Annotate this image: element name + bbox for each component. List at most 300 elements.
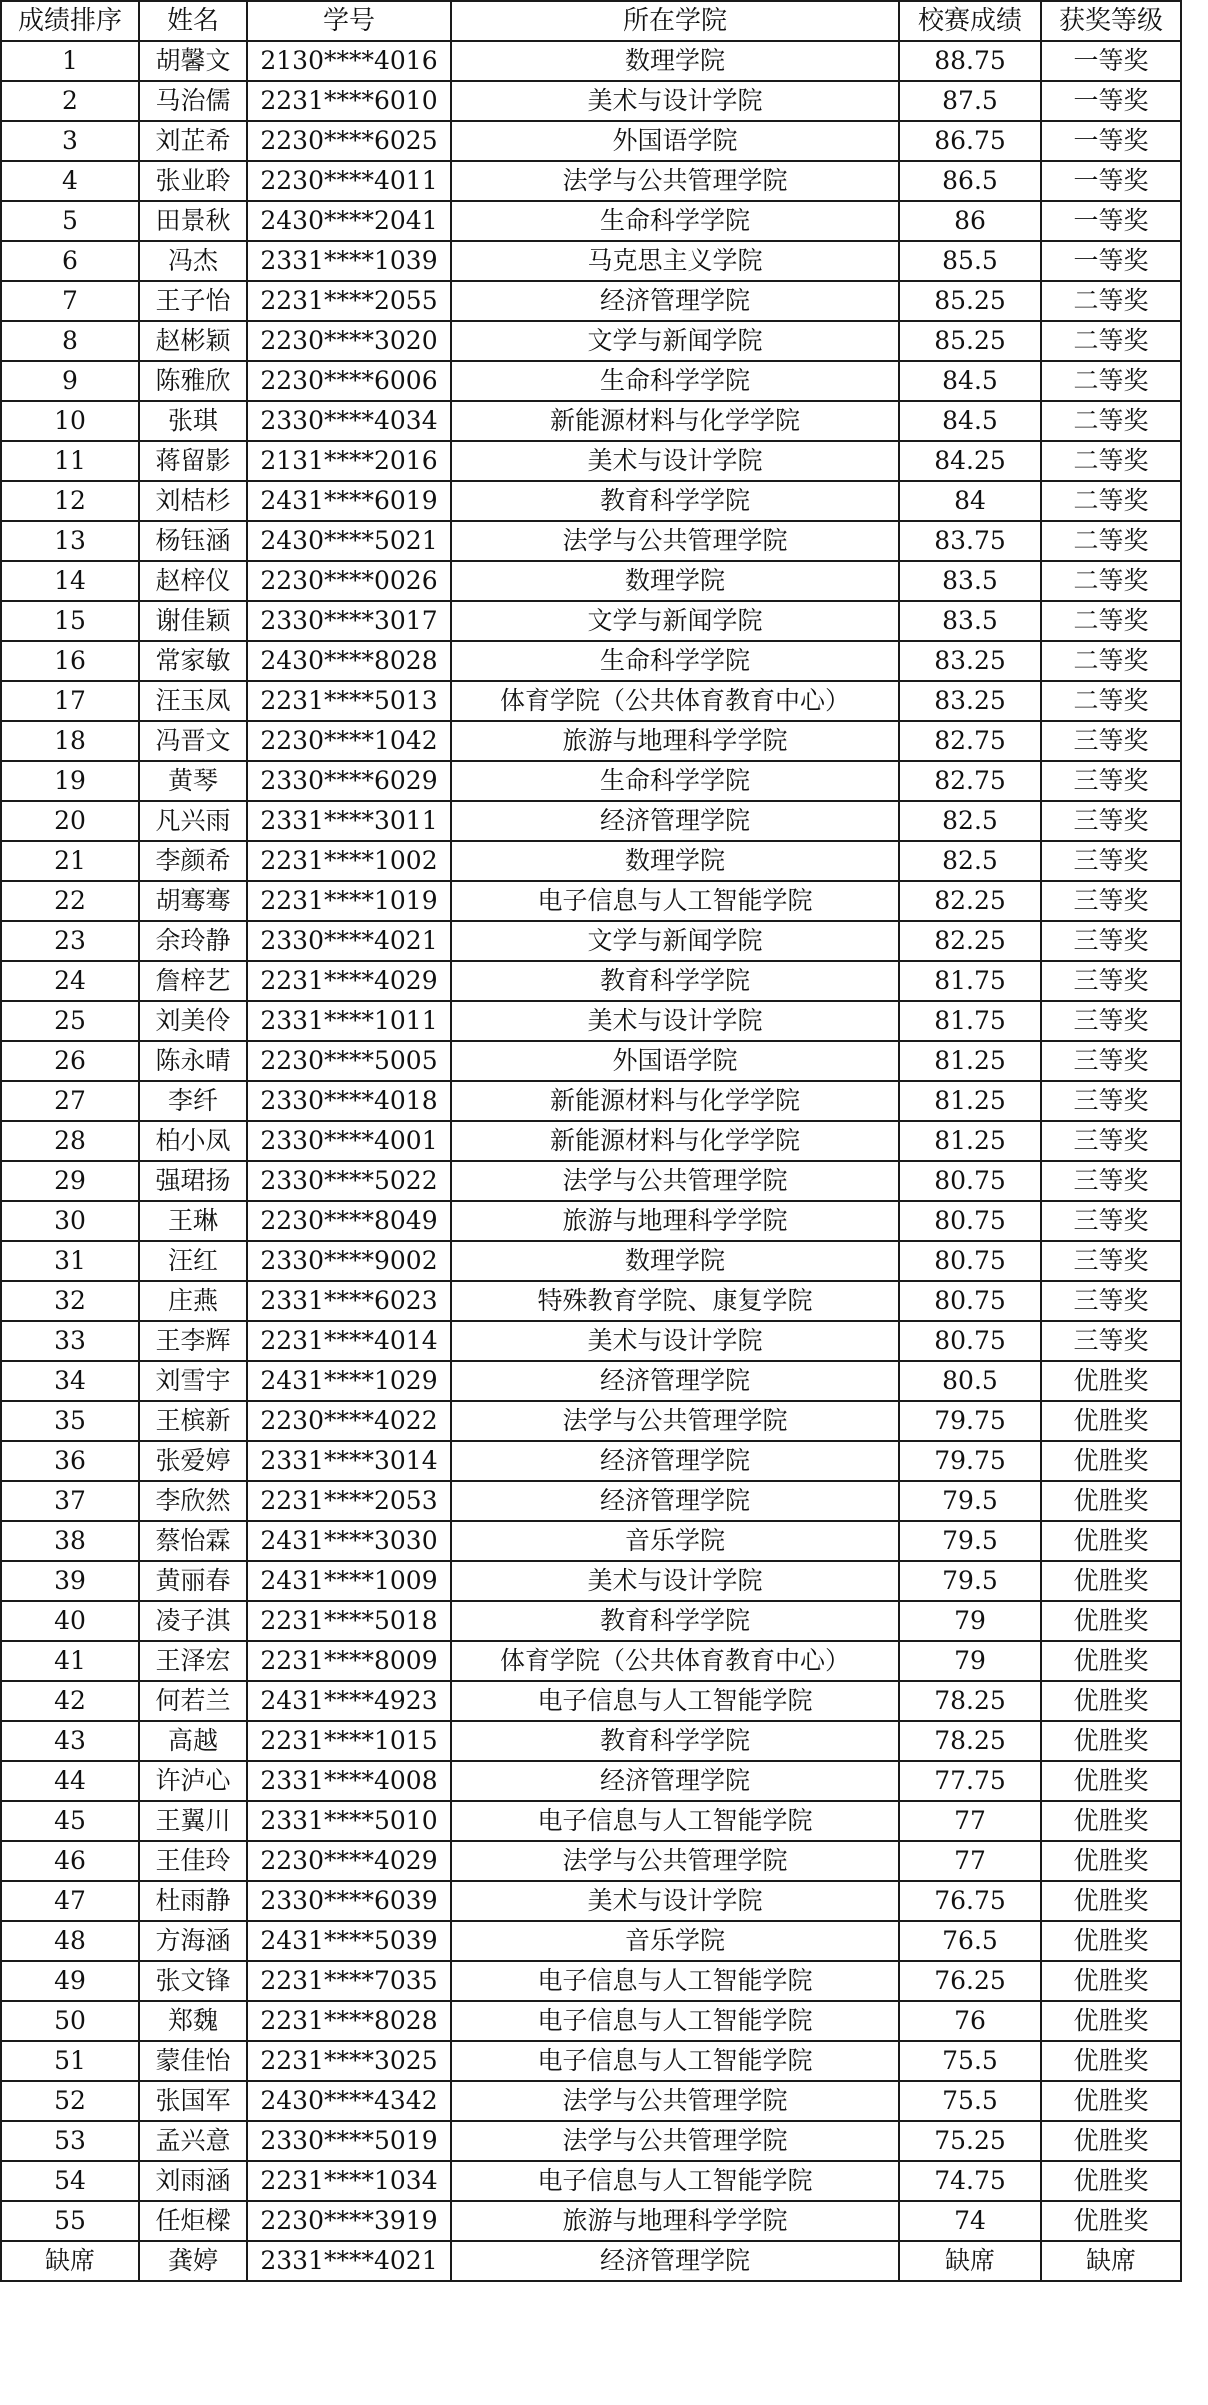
cell-award: 优胜奖 (1041, 1801, 1181, 1841)
cell-name: 龚婷 (139, 2241, 247, 2281)
cell-name: 胡骞骞 (139, 881, 247, 921)
cell-score: 79.5 (899, 1481, 1041, 1521)
cell-student-id: 2330****3017 (247, 601, 451, 641)
cell-student-id: 2231****8009 (247, 1641, 451, 1681)
cell-rank: 3 (1, 121, 139, 161)
cell-student-id: 2331****4008 (247, 1761, 451, 1801)
cell-award: 优胜奖 (1041, 2001, 1181, 2041)
cell-rank: 47 (1, 1881, 139, 1921)
cell-name: 杨钰涵 (139, 521, 247, 561)
cell-award: 三等奖 (1041, 1121, 1181, 1161)
table-row (1, 2161, 1181, 2201)
cell-rank: 33 (1, 1321, 139, 1361)
cell-student-id: 2230****8049 (247, 1201, 451, 1241)
cell-name: 胡馨文 (139, 41, 247, 81)
cell-rank: 18 (1, 721, 139, 761)
cell-name: 黄琴 (139, 761, 247, 801)
cell-award: 优胜奖 (1041, 2161, 1181, 2201)
cell-score: 84.5 (899, 361, 1041, 401)
cell-score: 83.25 (899, 641, 1041, 681)
cell-student-id: 2431****5039 (247, 1921, 451, 1961)
table-row (1, 121, 1181, 161)
table-row (1, 281, 1181, 321)
cell-score: 80.75 (899, 1161, 1041, 1201)
cell-score: 81.75 (899, 961, 1041, 1001)
cell-student-id: 2331****5010 (247, 1801, 451, 1841)
table-row (1, 41, 1181, 81)
cell-name: 张爱婷 (139, 1441, 247, 1481)
cell-rank: 52 (1, 2081, 139, 2121)
table-row (1, 841, 1181, 881)
cell-student-id: 2330****6029 (247, 761, 451, 801)
cell-college: 美术与设计学院 (451, 1321, 899, 1361)
table-row (1, 1601, 1181, 1641)
cell-score: 79.5 (899, 1521, 1041, 1561)
cell-rank: 36 (1, 1441, 139, 1481)
table-row (1, 641, 1181, 681)
cell-award: 二等奖 (1041, 601, 1181, 641)
cell-college: 经济管理学院 (451, 1481, 899, 1521)
cell-rank: 28 (1, 1121, 139, 1161)
cell-award: 优胜奖 (1041, 1841, 1181, 1881)
cell-student-id: 2230****4029 (247, 1841, 451, 1881)
cell-name: 张琪 (139, 401, 247, 441)
cell-score: 83.25 (899, 681, 1041, 721)
cell-college: 经济管理学院 (451, 1361, 899, 1401)
cell-college: 数理学院 (451, 561, 899, 601)
cell-student-id: 2231****4014 (247, 1321, 451, 1361)
cell-student-id: 2230****3020 (247, 321, 451, 361)
cell-name: 王琳 (139, 1201, 247, 1241)
cell-student-id: 2331****1039 (247, 241, 451, 281)
cell-college: 电子信息与人工智能学院 (451, 881, 899, 921)
cell-student-id: 2431****1009 (247, 1561, 451, 1601)
cell-student-id: 2230****5005 (247, 1041, 451, 1081)
cell-rank: 38 (1, 1521, 139, 1561)
cell-student-id: 2230****4022 (247, 1401, 451, 1441)
cell-rank: 8 (1, 321, 139, 361)
cell-rank: 45 (1, 1801, 139, 1841)
cell-score: 76.5 (899, 1921, 1041, 1961)
cell-award: 三等奖 (1041, 801, 1181, 841)
cell-name: 李纤 (139, 1081, 247, 1121)
cell-score: 74 (899, 2201, 1041, 2241)
cell-student-id: 2231****8028 (247, 2001, 451, 2041)
cell-score: 77.75 (899, 1761, 1041, 1801)
cell-college: 电子信息与人工智能学院 (451, 1801, 899, 1841)
cell-award: 三等奖 (1041, 1001, 1181, 1041)
table-row (1, 1441, 1181, 1481)
cell-student-id: 2231****5018 (247, 1601, 451, 1641)
cell-rank: 23 (1, 921, 139, 961)
cell-college: 美术与设计学院 (451, 81, 899, 121)
cell-name: 冯杰 (139, 241, 247, 281)
cell-student-id: 2431****1029 (247, 1361, 451, 1401)
cell-award: 一等奖 (1041, 241, 1181, 281)
cell-name: 蒋留影 (139, 441, 247, 481)
cell-college: 法学与公共管理学院 (451, 161, 899, 201)
cell-college: 数理学院 (451, 841, 899, 881)
table-row (1, 361, 1181, 401)
cell-award: 二等奖 (1041, 561, 1181, 601)
cell-student-id: 2231****1019 (247, 881, 451, 921)
cell-name: 王佳玲 (139, 1841, 247, 1881)
header-award: 获奖等级 (1041, 1, 1181, 41)
table-row (1, 681, 1181, 721)
cell-rank: 25 (1, 1001, 139, 1041)
cell-score: 84.5 (899, 401, 1041, 441)
cell-college: 新能源材料与化学学院 (451, 1081, 899, 1121)
cell-score: 80.75 (899, 1281, 1041, 1321)
cell-name: 柏小凤 (139, 1121, 247, 1161)
cell-name: 赵彬颖 (139, 321, 247, 361)
cell-score: 83.5 (899, 561, 1041, 601)
cell-student-id: 2231****1015 (247, 1721, 451, 1761)
cell-rank: 55 (1, 2201, 139, 2241)
cell-rank: 49 (1, 1961, 139, 2001)
table-row (1, 1081, 1181, 1121)
cell-student-id: 2231****1034 (247, 2161, 451, 2201)
cell-name: 谢佳颖 (139, 601, 247, 641)
results-body (1, 41, 1181, 2281)
table-row (1, 801, 1181, 841)
cell-rank: 26 (1, 1041, 139, 1081)
cell-score: 78.25 (899, 1721, 1041, 1761)
cell-award: 优胜奖 (1041, 2121, 1181, 2161)
cell-rank: 51 (1, 2041, 139, 2081)
cell-rank: 48 (1, 1921, 139, 1961)
cell-rank: 50 (1, 2001, 139, 2041)
cell-student-id: 2430****2041 (247, 201, 451, 241)
table-row (1, 881, 1181, 921)
cell-name: 刘桔杉 (139, 481, 247, 521)
cell-college: 法学与公共管理学院 (451, 1841, 899, 1881)
table-row (1, 1521, 1181, 1561)
cell-college: 文学与新闻学院 (451, 601, 899, 641)
cell-name: 张业聆 (139, 161, 247, 201)
cell-score: 76 (899, 2001, 1041, 2041)
cell-rank: 16 (1, 641, 139, 681)
cell-rank: 2 (1, 81, 139, 121)
cell-award: 优胜奖 (1041, 1921, 1181, 1961)
cell-rank: 30 (1, 1201, 139, 1241)
cell-student-id: 2330****5019 (247, 2121, 451, 2161)
cell-award: 三等奖 (1041, 721, 1181, 761)
cell-college: 电子信息与人工智能学院 (451, 1681, 899, 1721)
cell-rank: 5 (1, 201, 139, 241)
cell-student-id: 2230****4011 (247, 161, 451, 201)
cell-name: 庄燕 (139, 1281, 247, 1321)
cell-student-id: 2231****5013 (247, 681, 451, 721)
cell-college: 文学与新闻学院 (451, 321, 899, 361)
cell-college: 文学与新闻学院 (451, 921, 899, 961)
cell-name: 田景秋 (139, 201, 247, 241)
cell-name: 高越 (139, 1721, 247, 1761)
table-row (1, 441, 1181, 481)
cell-score: 80.5 (899, 1361, 1041, 1401)
cell-name: 何若兰 (139, 1681, 247, 1721)
cell-award: 三等奖 (1041, 881, 1181, 921)
header-score: 校赛成绩 (899, 1, 1041, 41)
cell-college: 音乐学院 (451, 1921, 899, 1961)
table-row (1, 2041, 1181, 2081)
cell-college: 美术与设计学院 (451, 441, 899, 481)
cell-name: 黄丽春 (139, 1561, 247, 1601)
cell-college: 法学与公共管理学院 (451, 1401, 899, 1441)
cell-rank: 14 (1, 561, 139, 601)
table-header-row (1, 1, 1181, 41)
cell-name: 余玲静 (139, 921, 247, 961)
cell-college: 音乐学院 (451, 1521, 899, 1561)
cell-award: 二等奖 (1041, 361, 1181, 401)
cell-award: 二等奖 (1041, 521, 1181, 561)
cell-rank: 缺席 (1, 2241, 139, 2281)
cell-name: 许泸心 (139, 1761, 247, 1801)
cell-score: 82.75 (899, 761, 1041, 801)
cell-score: 77 (899, 1841, 1041, 1881)
cell-rank: 46 (1, 1841, 139, 1881)
cell-college: 教育科学学院 (451, 1601, 899, 1641)
cell-score: 81.25 (899, 1081, 1041, 1121)
table-row (1, 2001, 1181, 2041)
cell-score: 74.75 (899, 2161, 1041, 2201)
cell-student-id: 2331****6023 (247, 1281, 451, 1321)
cell-college: 旅游与地理科学学院 (451, 721, 899, 761)
cell-student-id: 2230****3919 (247, 2201, 451, 2241)
cell-score: 85.25 (899, 281, 1041, 321)
table-row (1, 241, 1181, 281)
cell-rank: 4 (1, 161, 139, 201)
cell-name: 蒙佳怡 (139, 2041, 247, 2081)
cell-rank: 12 (1, 481, 139, 521)
cell-college: 美术与设计学院 (451, 1561, 899, 1601)
cell-rank: 19 (1, 761, 139, 801)
cell-award: 优胜奖 (1041, 1561, 1181, 1601)
cell-name: 王子怡 (139, 281, 247, 321)
cell-score: 82.75 (899, 721, 1041, 761)
table-row (1, 1321, 1181, 1361)
table-row (1, 1481, 1181, 1521)
cell-award: 三等奖 (1041, 1241, 1181, 1281)
cell-name: 陈雅欣 (139, 361, 247, 401)
cell-award: 优胜奖 (1041, 2041, 1181, 2081)
cell-college: 数理学院 (451, 1241, 899, 1281)
cell-award: 优胜奖 (1041, 2201, 1181, 2241)
cell-student-id: 2431****6019 (247, 481, 451, 521)
cell-college: 新能源材料与化学学院 (451, 401, 899, 441)
cell-score: 84.25 (899, 441, 1041, 481)
cell-score: 85.5 (899, 241, 1041, 281)
cell-score: 79.75 (899, 1441, 1041, 1481)
cell-score: 76.25 (899, 1961, 1041, 2001)
cell-college: 电子信息与人工智能学院 (451, 2001, 899, 2041)
cell-score: 81.25 (899, 1041, 1041, 1081)
cell-name: 凡兴雨 (139, 801, 247, 841)
cell-college: 教育科学学院 (451, 1721, 899, 1761)
table-row (1, 721, 1181, 761)
cell-student-id: 2231****2055 (247, 281, 451, 321)
cell-award: 优胜奖 (1041, 1721, 1181, 1761)
cell-score: 75.5 (899, 2081, 1041, 2121)
cell-award: 一等奖 (1041, 81, 1181, 121)
cell-award: 优胜奖 (1041, 1441, 1181, 1481)
cell-college: 法学与公共管理学院 (451, 2121, 899, 2161)
cell-award: 三等奖 (1041, 961, 1181, 1001)
cell-student-id: 2131****2016 (247, 441, 451, 481)
cell-score: 75.5 (899, 2041, 1041, 2081)
table-row (1, 2201, 1181, 2241)
cell-college: 法学与公共管理学院 (451, 521, 899, 561)
cell-award: 优胜奖 (1041, 1361, 1181, 1401)
cell-name: 马治儒 (139, 81, 247, 121)
cell-name: 杜雨静 (139, 1881, 247, 1921)
cell-student-id: 2331****3011 (247, 801, 451, 841)
cell-student-id: 2230****6006 (247, 361, 451, 401)
header-rank: 成绩排序 (1, 1, 139, 41)
cell-award: 一等奖 (1041, 41, 1181, 81)
cell-college: 数理学院 (451, 41, 899, 81)
table-row (1, 481, 1181, 521)
cell-award: 一等奖 (1041, 201, 1181, 241)
cell-student-id: 2231****2053 (247, 1481, 451, 1521)
cell-student-id: 2430****4342 (247, 2081, 451, 2121)
table-row (1, 1361, 1181, 1401)
cell-name: 蔡怡霖 (139, 1521, 247, 1561)
cell-rank: 10 (1, 401, 139, 441)
table-row (1, 2081, 1181, 2121)
cell-college: 生命科学学院 (451, 641, 899, 681)
cell-rank: 53 (1, 2121, 139, 2161)
table-row (1, 921, 1181, 961)
cell-name: 刘雪宇 (139, 1361, 247, 1401)
cell-college: 马克思主义学院 (451, 241, 899, 281)
cell-college: 经济管理学院 (451, 2241, 899, 2281)
cell-student-id: 2330****6039 (247, 1881, 451, 1921)
cell-college: 旅游与地理科学学院 (451, 1201, 899, 1241)
cell-score: 80.75 (899, 1321, 1041, 1361)
cell-college: 经济管理学院 (451, 1761, 899, 1801)
cell-college: 外国语学院 (451, 121, 899, 161)
cell-college: 教育科学学院 (451, 481, 899, 521)
cell-score: 77 (899, 1801, 1041, 1841)
cell-score: 88.75 (899, 41, 1041, 81)
table-row (1, 81, 1181, 121)
table-row (1, 1641, 1181, 1681)
cell-student-id: 2230****1042 (247, 721, 451, 761)
cell-rank: 21 (1, 841, 139, 881)
cell-college: 美术与设计学院 (451, 1001, 899, 1041)
cell-college: 美术与设计学院 (451, 1881, 899, 1921)
table-row (1, 1561, 1181, 1601)
cell-student-id: 2231****4029 (247, 961, 451, 1001)
cell-award: 优胜奖 (1041, 1881, 1181, 1921)
cell-rank: 7 (1, 281, 139, 321)
cell-award: 三等奖 (1041, 1201, 1181, 1241)
cell-score: 82.25 (899, 881, 1041, 921)
cell-student-id: 2430****5021 (247, 521, 451, 561)
cell-award: 优胜奖 (1041, 1601, 1181, 1641)
cell-name: 汪红 (139, 1241, 247, 1281)
table-row (1, 1241, 1181, 1281)
cell-name: 王李辉 (139, 1321, 247, 1361)
cell-award: 优胜奖 (1041, 2081, 1181, 2121)
cell-college: 电子信息与人工智能学院 (451, 2161, 899, 2201)
table-row (1, 2121, 1181, 2161)
cell-score: 86.75 (899, 121, 1041, 161)
table-row (1, 401, 1181, 441)
cell-rank: 44 (1, 1761, 139, 1801)
cell-score: 82.25 (899, 921, 1041, 961)
cell-score: 缺席 (899, 2241, 1041, 2281)
cell-award: 二等奖 (1041, 321, 1181, 361)
cell-rank: 40 (1, 1601, 139, 1641)
cell-award: 二等奖 (1041, 481, 1181, 521)
cell-score: 76.75 (899, 1881, 1041, 1921)
cell-award: 三等奖 (1041, 761, 1181, 801)
cell-student-id: 2331****3014 (247, 1441, 451, 1481)
table-row (1, 1921, 1181, 1961)
cell-rank: 54 (1, 2161, 139, 2201)
cell-award: 三等奖 (1041, 841, 1181, 881)
cell-rank: 42 (1, 1681, 139, 1721)
table-row (1, 1721, 1181, 1761)
table-row (1, 1961, 1181, 2001)
cell-name: 郑魏 (139, 2001, 247, 2041)
cell-award: 缺席 (1041, 2241, 1181, 2281)
cell-rank: 34 (1, 1361, 139, 1401)
cell-rank: 39 (1, 1561, 139, 1601)
cell-college: 经济管理学院 (451, 281, 899, 321)
cell-rank: 11 (1, 441, 139, 481)
cell-college: 生命科学学院 (451, 761, 899, 801)
table-row (1, 1401, 1181, 1441)
cell-student-id: 2330****9002 (247, 1241, 451, 1281)
cell-name: 刘雨涵 (139, 2161, 247, 2201)
cell-college: 新能源材料与化学学院 (451, 1121, 899, 1161)
table-row (1, 2241, 1181, 2281)
cell-rank: 41 (1, 1641, 139, 1681)
header-student-id: 学号 (247, 1, 451, 41)
cell-name: 任炬樑 (139, 2201, 247, 2241)
cell-award: 三等奖 (1041, 1321, 1181, 1361)
table-row (1, 761, 1181, 801)
cell-award: 二等奖 (1041, 641, 1181, 681)
cell-rank: 43 (1, 1721, 139, 1761)
cell-rank: 1 (1, 41, 139, 81)
cell-rank: 31 (1, 1241, 139, 1281)
table-row (1, 1041, 1181, 1081)
cell-name: 孟兴意 (139, 2121, 247, 2161)
cell-award: 三等奖 (1041, 1081, 1181, 1121)
cell-score: 79 (899, 1641, 1041, 1681)
cell-student-id: 2431****3030 (247, 1521, 451, 1561)
cell-college: 教育科学学院 (451, 961, 899, 1001)
cell-name: 方海涵 (139, 1921, 247, 1961)
cell-student-id: 2330****4018 (247, 1081, 451, 1121)
cell-college: 生命科学学院 (451, 201, 899, 241)
table-row (1, 321, 1181, 361)
cell-name: 李欣然 (139, 1481, 247, 1521)
cell-award: 二等奖 (1041, 681, 1181, 721)
table-row (1, 201, 1181, 241)
cell-score: 86.5 (899, 161, 1041, 201)
cell-score: 79 (899, 1601, 1041, 1641)
cell-score: 82.5 (899, 801, 1041, 841)
cell-name: 强珺扬 (139, 1161, 247, 1201)
cell-student-id: 2330****4001 (247, 1121, 451, 1161)
table-row (1, 1201, 1181, 1241)
table-row (1, 561, 1181, 601)
